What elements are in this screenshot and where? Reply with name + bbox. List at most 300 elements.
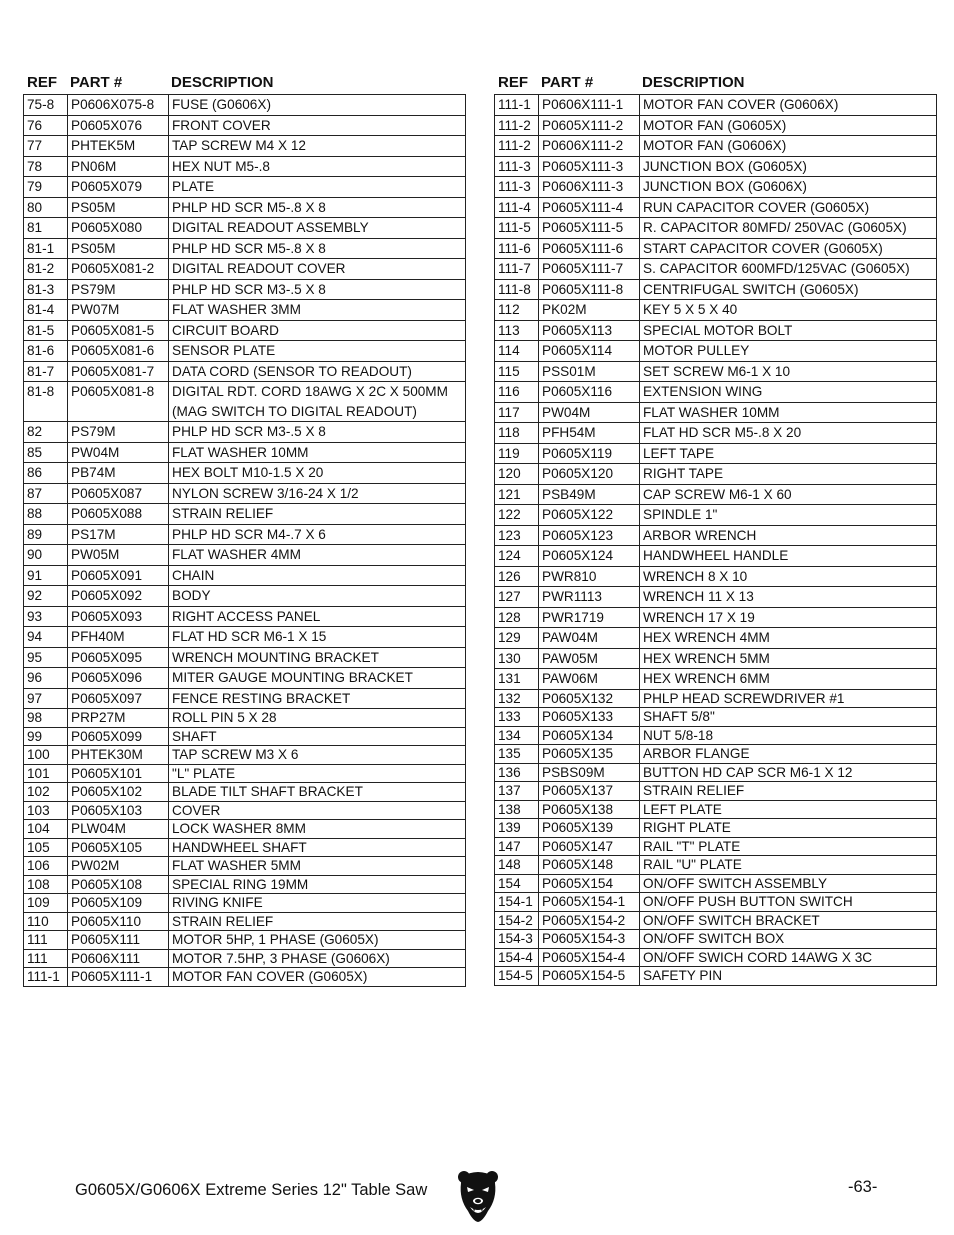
ref-cell: 111-5 [495,218,539,238]
description-cell: RUN CAPACITOR COVER (G0605X) [643,199,870,215]
ref-cell: 123 [495,526,539,546]
part-number-cell: PLW04M [68,820,169,838]
table-row [24,783,465,802]
table-row [24,689,465,710]
table-row [24,545,465,566]
description-cell: PHLP HD SCR M5-.8 X 8 [172,240,326,256]
table-row [495,967,936,986]
description-cell: ROLL PIN 5 X 28 [172,710,277,725]
part-number-cell: PAW06M [539,669,640,689]
description-cell: RIVING KNIFE [172,895,263,910]
ref-cell: 136 [495,764,539,782]
table-row [495,856,936,875]
ref-cell: 111-4 [495,198,539,218]
table-row [24,525,465,546]
description-cell: FLAT WASHER 3MM [172,302,301,317]
table-row [24,95,465,116]
ref-cell: 137 [495,782,539,800]
description-cell: CHAIN [172,567,215,583]
description-cell: BUTTON HD CAP SCR M6-1 X 12 [643,764,853,780]
table-row [24,709,465,728]
part-number-cell: PWR1719 [539,608,640,628]
description-cell: SAFETY PIN [643,968,723,983]
description-cell: FLAT HD SCR M5-.8 X 20 [643,425,802,440]
part-number-cell: PHTEK5M [68,136,169,156]
ref-cell: 90 [24,545,68,565]
part-number-cell: P0605X147 [539,838,640,856]
table-row [495,280,936,301]
description-cell: SET SCREW M6-1 X 10 [643,363,791,379]
table-row [495,875,936,894]
table-row [495,526,936,547]
description-cell: MOTOR FAN COVER (G0605X) [172,969,368,984]
description-cell: SPINDLE 1" [643,507,718,522]
description-cell: HEX WRENCH 6MM [643,671,770,686]
part-number-cell: PSBS09M [539,764,640,782]
table-row [24,157,465,178]
part-number-cell: PFH40M [68,627,169,647]
description-cell: LEFT TAPE [643,445,715,461]
description-cell: DIGITAL RDT. CORD 18AWG X 2C X 500MM (MAG SWITCH TO DIGITAL READOUT) [172,384,448,419]
table-row [24,198,465,219]
description-cell: MITER GAUGE MOUNTING BRACKET [172,670,413,685]
table-row [24,504,465,525]
part-number-cell: PS17M [68,525,169,545]
table-row [495,95,936,116]
part-number-cell: P0605X105 [68,839,169,857]
ref-cell: 111-2 [495,136,539,156]
ref-cell: 93 [24,607,68,627]
ref-cell: 79 [24,177,68,197]
part-number-cell: P0606X075-8 [68,95,169,115]
part-number-cell: P0605X119 [539,444,640,464]
ref-cell: 81-7 [24,362,68,382]
table-row [24,913,465,932]
part-number-cell: P0606X111-3 [539,177,640,197]
part-number-cell: P0606X111-2 [539,136,640,156]
ref-cell: 112 [495,300,539,320]
ref-cell: 78 [24,157,68,177]
description-cell: NUT 5/8-18 [643,727,714,743]
table-row [495,782,936,801]
part-number-cell: P0605X093 [68,607,169,627]
part-number-cell: PW04M [68,443,169,463]
part-number-cell: P0605X111-6 [539,239,640,259]
bear-head-logo-icon [457,1167,499,1223]
description-cell: STRAIN RELIEF [643,783,745,798]
description-cell: DIGITAL READOUT COVER [172,261,346,276]
table-row [495,444,936,465]
description-cell: PHLP HD SCR M5-.8 X 8 [172,199,326,215]
part-number-cell: P0605X132 [539,690,640,708]
description-cell: HEX WRENCH 4MM [643,630,770,645]
description-cell: WRENCH 8 X 10 [643,568,748,584]
part-number-cell: P0605X081-8 [68,382,169,421]
part-number-cell: P0605X079 [68,177,169,197]
table-body [494,94,937,986]
table-row [495,177,936,198]
table-row [495,801,936,820]
ref-cell: 75-8 [24,95,68,115]
description-cell: EXTENSION WING [643,384,763,399]
table-row [495,764,936,783]
ref-header: REF [498,73,528,91]
part-number-cell: P0605X111 [68,931,169,949]
table-row [495,423,936,444]
ref-cell: 98 [24,709,68,727]
ref-cell: 104 [24,820,68,838]
table-row [495,587,936,608]
ref-cell: 127 [495,587,539,607]
table-row [495,485,936,506]
ref-cell: 116 [495,382,539,402]
description-cell: ON/OFF SWICH CORD 14AWG X 3C [643,949,873,965]
description-cell: HEX WRENCH 5MM [643,650,770,666]
table-row [495,505,936,526]
part-number-cell: P0605X135 [539,745,640,763]
table-row [495,464,936,485]
table-row [24,362,465,383]
part-number-cell: P0605X081-2 [68,259,169,279]
part-number-cell: P0605X099 [68,728,169,746]
description-cell: WRENCH 11 X 13 [643,589,754,604]
ref-cell: 139 [495,819,539,837]
description-cell: HEX NUT M5-.8 [172,158,270,174]
part-number-cell: P0605X109 [68,894,169,912]
part-number-cell: P0605X102 [68,783,169,801]
table-row [495,930,936,949]
table-row [495,708,936,727]
description-cell: MOTOR 7.5HP, 3 PHASE (G0606X) [172,950,390,966]
table-row [24,839,465,858]
part-number-cell: P0605X101 [68,765,169,783]
part-number-cell: PWR810 [539,567,640,587]
description-cell: FRONT COVER [172,117,271,133]
table-row [495,608,936,629]
part-number-cell: PB74M [68,463,169,483]
manual-title: G0605X/G0606X Extreme Series 12" Table Saw [75,1181,428,1199]
description-cell: WRENCH MOUNTING BRACKET [172,649,379,665]
ref-cell: 133 [495,708,539,726]
table-row [495,912,936,931]
ref-cell: 96 [24,668,68,688]
table-row [24,894,465,913]
part-number-cell: P0605X113 [539,321,640,341]
ref-cell: 111 [24,950,68,968]
part-number-cell: P0605X120 [539,464,640,484]
part-number-cell: PRP27M [68,709,169,727]
ref-cell: 111-8 [495,280,539,300]
description-cell: DATA CORD (SENSOR TO READOUT) [172,363,412,379]
table-row [495,136,936,157]
table-body [23,94,466,987]
ref-cell: 138 [495,801,539,819]
part-number-cell: P0605X111-5 [539,218,640,238]
ref-header: REF [27,73,57,91]
table-row [24,586,465,607]
part-number-cell: P0605X114 [539,341,640,361]
ref-cell: 88 [24,504,68,524]
description-cell: SPECIAL MOTOR BOLT [643,322,793,338]
part-number-cell: P0605X154-4 [539,949,640,967]
description-cell: ON/OFF SWITCH BRACKET [643,912,820,928]
description-cell: JUNCTION BOX (G0605X) [643,158,807,174]
description-cell: LOCK WASHER 8MM [172,821,306,836]
part-number-cell: P0605X108 [68,876,169,894]
table-row [495,382,936,403]
description-cell: MOTOR FAN COVER (G0606X) [643,97,839,112]
description-cell: MOTOR FAN (G0605X) [643,117,787,133]
ref-cell: 111-1 [495,95,539,115]
description-cell: CIRCUIT BOARD [172,322,279,338]
part-number-cell: P0605X111-8 [539,280,640,300]
table-row [495,567,936,588]
description-cell: MOTOR 5HP, 1 PHASE (G0605X) [172,932,379,947]
ref-cell: 81-6 [24,341,68,361]
ref-cell: 131 [495,669,539,689]
table-row [495,300,936,321]
part-number-cell: PWR1113 [539,587,640,607]
description-cell: SENSOR PLATE [172,343,276,358]
part-number-cell: PW02M [68,857,169,875]
ref-cell: 100 [24,746,68,764]
description-cell: ARBOR FLANGE [643,746,750,761]
table-row [24,382,465,422]
table-row [24,443,465,464]
ref-cell: 109 [24,894,68,912]
page-number: -63- [848,1178,878,1196]
table-row [24,968,465,987]
part-number-cell: PFH54M [539,423,640,443]
part-number-cell: P0605X095 [68,648,169,668]
ref-cell: 77 [24,136,68,156]
table-row [495,727,936,746]
table-row [24,668,465,689]
ref-cell: 108 [24,876,68,894]
ref-cell: 81-8 [24,382,68,421]
ref-cell: 94 [24,627,68,647]
description-cell: WRENCH 17 X 19 [643,609,755,625]
part-number-cell: P0605X111-7 [539,259,640,279]
table-row [495,546,936,567]
description-cell: ARBOR WRENCH [643,527,757,543]
description-cell: RAIL "U" PLATE [643,857,742,872]
ref-cell: 126 [495,567,539,587]
ref-cell: 97 [24,689,68,709]
ref-cell: 82 [24,422,68,442]
description-cell: FLAT WASHER 4MM [172,547,301,562]
description-cell: SHAFT 5/8" [643,709,715,724]
ref-cell: 111-6 [495,239,539,259]
part-number-cell: P0605X148 [539,856,640,874]
parts-table-right [494,70,937,986]
description-cell: START CAPACITOR COVER (G0605X) [643,240,883,256]
part-number-cell: PS79M [68,422,169,442]
description-cell: BLADE TILT SHAFT BRACKET [172,784,363,799]
description-cell: CAP SCREW M6-1 X 60 [643,486,792,502]
table-row [495,341,936,362]
table-row [495,321,936,342]
ref-cell: 130 [495,649,539,669]
description-cell: ON/OFF SWITCH BOX [643,931,785,946]
ref-cell: 92 [24,586,68,606]
ref-cell: 99 [24,728,68,746]
part-number-cell: P0605X154-5 [539,967,640,985]
ref-cell: 103 [24,802,68,820]
part-number-cell: PSB49M [539,485,640,505]
part-number-cell: PAW05M [539,649,640,669]
ref-cell: 154-4 [495,949,539,967]
part-number-cell: P0606X111 [68,950,169,968]
table-header [494,70,937,94]
part-number-cell: P0605X092 [68,586,169,606]
table-row [495,838,936,857]
table-row [24,607,465,628]
description-header: DESCRIPTION [642,73,745,91]
part-number-cell: P0605X088 [68,504,169,524]
ref-cell: 81-5 [24,321,68,341]
part-number-cell: PW05M [68,545,169,565]
description-cell: ON/OFF SWITCH ASSEMBLY [643,875,828,891]
description-cell: CENTRIFUGAL SWITCH (G0605X) [643,281,859,297]
table-row [24,280,465,301]
table-row [495,157,936,178]
description-cell: FLAT WASHER 10MM [643,404,780,420]
table-row [24,820,465,839]
description-cell: FENCE RESTING BRACKET [172,690,351,706]
ref-cell: 119 [495,444,539,464]
part-number-cell: PS05M [68,198,169,218]
table-row [495,218,936,239]
ref-cell: 124 [495,546,539,566]
ref-cell: 115 [495,362,539,382]
table-row [24,218,465,239]
ref-cell: 147 [495,838,539,856]
description-cell: TAP SCREW M3 X 6 [172,747,299,762]
table-row [495,628,936,649]
description-cell: FLAT WASHER 10MM [172,444,309,460]
ref-cell: 113 [495,321,539,341]
part-number-cell: P0605X096 [68,668,169,688]
part-number-cell: P0605X139 [539,819,640,837]
table-row [24,239,465,260]
ref-cell: 95 [24,648,68,668]
table-row [495,669,936,690]
part-number-cell: P0605X111-3 [539,157,640,177]
table-row [24,422,465,443]
part-number-cell: P0605X111-4 [539,198,640,218]
ref-cell: 120 [495,464,539,484]
ref-cell: 105 [24,839,68,857]
ref-cell: 81-4 [24,300,68,320]
ref-cell: 102 [24,783,68,801]
ref-cell: 154-3 [495,930,539,948]
description-cell: R. CAPACITOR 80MFD/ 250VAC (G0605X) [643,220,907,235]
table-row [24,321,465,342]
part-number-cell: P0605X111-1 [68,968,169,986]
part-number-cell: PHTEK30M [68,746,169,764]
part-number-cell: P0605X138 [539,801,640,819]
description-cell: RIGHT ACCESS PANEL [172,608,321,624]
description-cell: FLAT HD SCR M6-1 X 15 [172,629,327,644]
part-number-cell: P0605X080 [68,218,169,238]
description-cell: JUNCTION BOX (G0606X) [643,179,807,194]
description-cell: MOTOR FAN (G0606X) [643,138,787,153]
ref-cell: 111-3 [495,157,539,177]
description-cell: COVER [172,802,221,818]
part-number-cell: P0605X154 [539,875,640,893]
table-row [495,239,936,260]
description-cell: RAIL "T" PLATE [643,838,741,854]
ref-cell: 101 [24,765,68,783]
ref-cell: 135 [495,745,539,763]
description-cell: RIGHT PLATE [643,820,731,835]
part-number-cell: P0605X123 [539,526,640,546]
table-row [24,648,465,669]
ref-cell: 121 [495,485,539,505]
description-cell: DIGITAL READOUT ASSEMBLY [172,220,369,235]
ref-cell: 89 [24,525,68,545]
description-cell: SPECIAL RING 19MM [172,876,309,892]
ref-cell: 154-5 [495,967,539,985]
description-cell: PHLP HEAD SCREWDRIVER #1 [643,690,845,706]
ref-cell: 87 [24,484,68,504]
part-number-cell: P0605X110 [68,913,169,931]
ref-cell: 122 [495,505,539,525]
part-number-cell: PS79M [68,280,169,300]
table-row [495,690,936,709]
ref-cell: 129 [495,628,539,648]
ref-cell: 117 [495,403,539,423]
table-row [24,463,465,484]
description-cell: S. CAPACITOR 600MFD/125VAC (G0605X) [643,261,910,276]
ref-cell: 91 [24,566,68,586]
ref-cell: 111-7 [495,259,539,279]
ref-cell: 106 [24,857,68,875]
description-cell: HANDWHEEL SHAFT [172,839,307,855]
part-number-cell: PW04M [539,403,640,423]
table-row [24,728,465,747]
part-number-cell: P0605X134 [539,727,640,745]
table-row [495,259,936,280]
table-row [24,300,465,321]
part-number-cell: PS05M [68,239,169,259]
table-row [495,403,936,424]
description-cell: TAP SCREW M4 X 12 [172,138,306,153]
part-number-cell: P0605X133 [539,708,640,726]
description-cell: PHLP HD SCR M4-.7 X 6 [172,526,326,542]
description-cell: KEY 5 X 5 X 40 [643,302,738,317]
table-row [24,484,465,505]
table-row [24,931,465,950]
ref-cell: 81 [24,218,68,238]
part-number-cell: P0605X076 [68,116,169,136]
table-row [24,566,465,587]
table-row [24,765,465,784]
table-row [495,362,936,383]
part-number-cell: P0605X124 [539,546,640,566]
part-number-cell: P0605X081-5 [68,321,169,341]
table-row [24,950,465,969]
ref-cell: 114 [495,341,539,361]
description-cell: FLAT WASHER 5MM [172,858,301,873]
table-row [495,198,936,219]
part-number-cell: PSS01M [539,362,640,382]
table-row [24,116,465,137]
ref-cell: 111-1 [24,968,68,986]
part-number-cell: PN06M [68,157,169,177]
table-row [24,177,465,198]
